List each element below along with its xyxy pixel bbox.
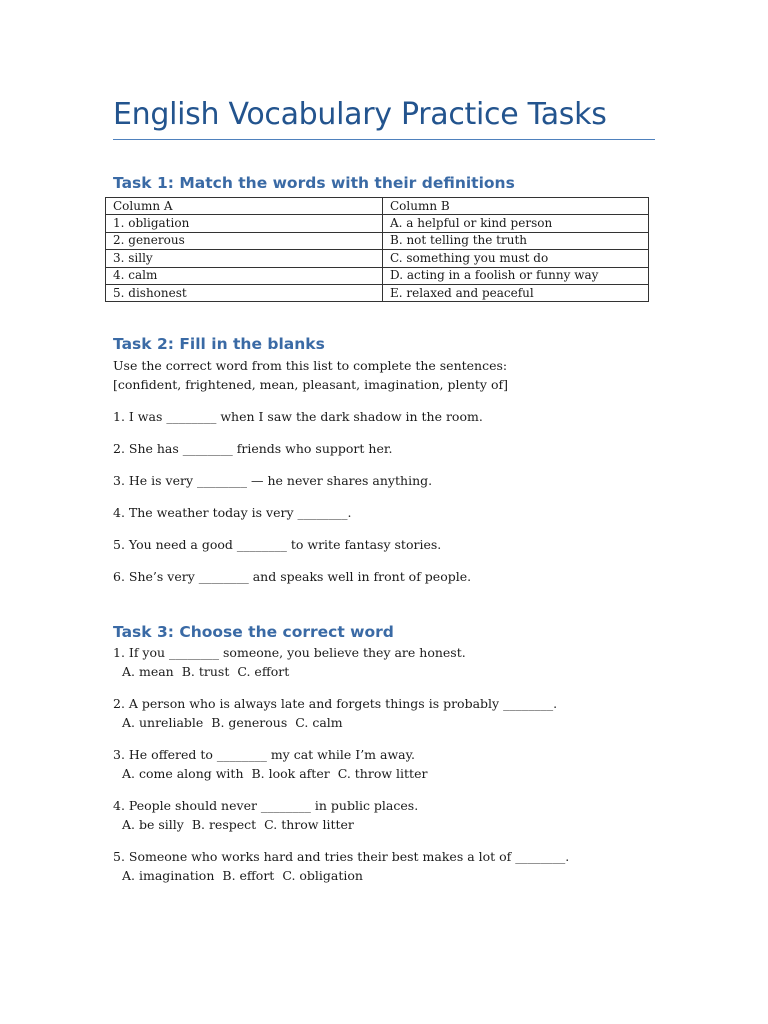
answer-options bbox=[122, 816, 362, 834]
fill-blank-sentence: 1. I was ________ when I saw the dark shadow in the room. bbox=[113, 409, 483, 424]
table-row bbox=[106, 250, 649, 267]
fill-blank-sentence: 2. She has ________ friends who support her. bbox=[113, 441, 393, 456]
table-cell-definition: B. not telling the truth bbox=[383, 232, 649, 249]
answer-options bbox=[122, 663, 297, 681]
matching-table bbox=[105, 197, 649, 302]
table-cell-word: 5. dishonest bbox=[106, 284, 383, 301]
answer-option: A. unreliable bbox=[122, 715, 204, 730]
question-text: 5. Someone who works hard and tries their best makes a lot of ________. bbox=[113, 849, 570, 864]
answer-option: A. mean bbox=[122, 664, 174, 679]
column-a-header: Column A bbox=[106, 198, 383, 215]
fill-blank-sentence: 5. You need a good ________ to write fantasy stories. bbox=[113, 537, 442, 552]
answer-option: C. calm bbox=[295, 715, 343, 730]
answer-options bbox=[122, 765, 435, 783]
table-cell-definition: E. relaxed and peaceful bbox=[383, 284, 649, 301]
question-text: 2. A person who is always late and forgets things is probably ________. bbox=[113, 696, 558, 711]
question-text: 3. He offered to ________ my cat while I’m away. bbox=[113, 747, 415, 762]
answer-option: B. look after bbox=[251, 766, 330, 781]
answer-options bbox=[122, 714, 351, 732]
task2-word-list: [confident, frightened, mean, pleasant, imagination, plenty of] bbox=[113, 377, 509, 392]
table-row bbox=[106, 284, 649, 301]
title-divider bbox=[113, 139, 655, 140]
answer-options bbox=[122, 867, 371, 885]
task2-heading: Task 2: Fill in the blanks bbox=[113, 335, 325, 353]
task1-heading: Task 1: Match the words with their definitions bbox=[113, 174, 515, 192]
table-header-row bbox=[106, 198, 649, 215]
answer-option: A. imagination bbox=[122, 868, 215, 883]
table-row bbox=[106, 267, 649, 284]
answer-option: A. come along with bbox=[122, 766, 244, 781]
answer-option: C. effort bbox=[237, 664, 290, 679]
answer-option: B. respect bbox=[191, 817, 257, 832]
table-cell-definition: C. something you must do bbox=[383, 250, 649, 267]
table-row bbox=[106, 215, 649, 232]
table-cell-definition: A. a helpful or kind person bbox=[383, 215, 649, 232]
document-title: English Vocabulary Practice Tasks bbox=[113, 97, 607, 132]
fill-blank-sentence: 4. The weather today is very ________. bbox=[113, 505, 352, 520]
task3-heading: Task 3: Choose the correct word bbox=[113, 623, 394, 641]
table-cell-word: 4. calm bbox=[106, 267, 383, 284]
table-cell-definition: D. acting in a foolish or funny way bbox=[383, 267, 649, 284]
answer-option: C. throw litter bbox=[337, 766, 428, 781]
answer-option: B. trust bbox=[181, 664, 230, 679]
answer-option: C. throw litter bbox=[264, 817, 354, 832]
answer-option: B. effort bbox=[222, 868, 275, 883]
table-cell-word: 3. silly bbox=[106, 250, 383, 267]
question-text: 1. If you ________ someone, you believe they are honest. bbox=[113, 645, 466, 660]
answer-option: B. generous bbox=[211, 715, 288, 730]
fill-blank-sentence: 3. He is very ________ — he never shares anything. bbox=[113, 473, 433, 488]
table-row bbox=[106, 232, 649, 249]
answer-option: C. obligation bbox=[282, 868, 363, 883]
question-text: 4. People should never ________ in public places. bbox=[113, 798, 419, 813]
fill-blank-sentence: 6. She’s very ________ and speaks well in front of people. bbox=[113, 569, 472, 584]
column-b-header: Column B bbox=[383, 198, 649, 215]
task2-instruction: Use the correct word from this list to complete the sentences: bbox=[113, 358, 508, 373]
table-cell-word: 1. obligation bbox=[106, 215, 383, 232]
table-cell-word: 2. generous bbox=[106, 232, 383, 249]
answer-option: A. be silly bbox=[122, 817, 184, 832]
